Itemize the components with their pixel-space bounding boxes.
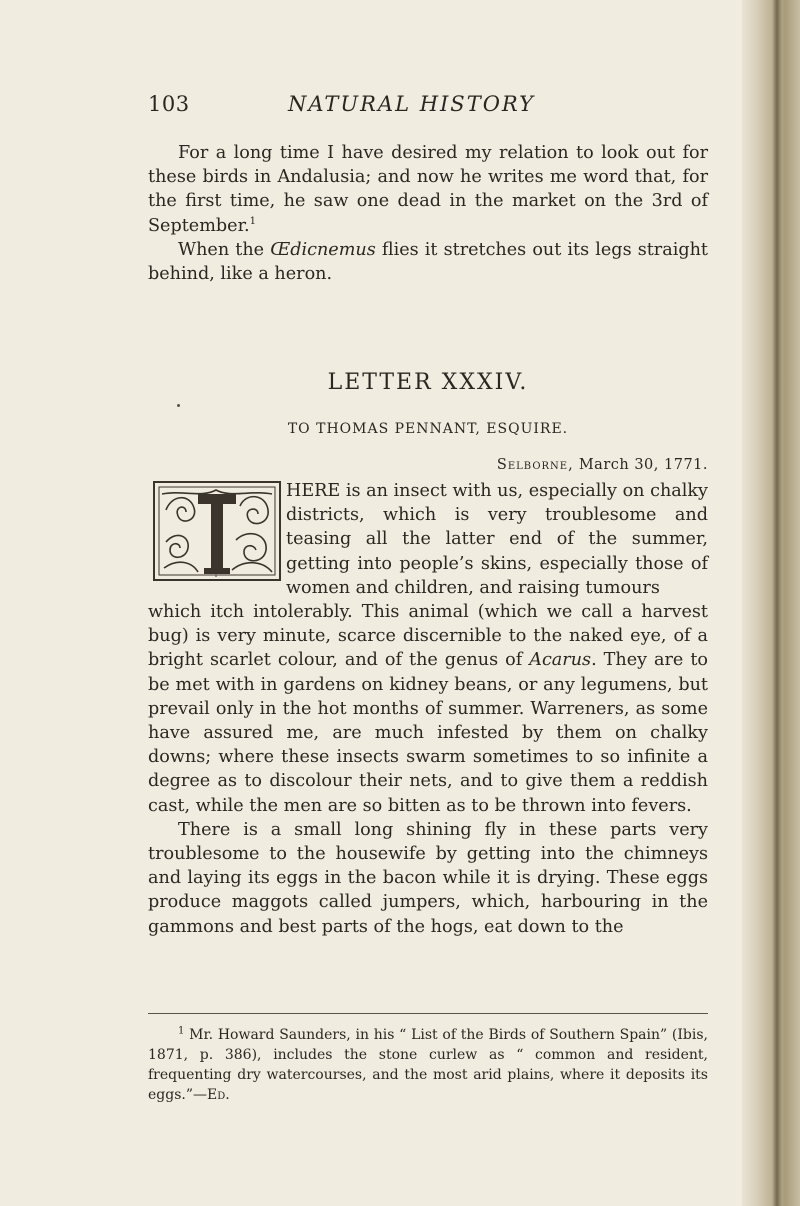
running-title: NATURAL HISTORY (288, 92, 535, 116)
letter-opening-lines (286, 479, 708, 600)
footnote (148, 1025, 708, 1105)
letter-paragraph-1-end: . They are to be met with in gardens on kidney beans, or any legumens, but prevail only in the hot months of summer. Warreners, as some have assured me, are much infested by them on chalky downs; where these insects swarm sometimes to so infinite a degree as to discolour their nets, and to give them a reddish cast, while the men are so bitten as to be thrown into fevers. (148, 650, 708, 816)
opening-lines: is an insect with us, especially on chalky districts, which is very troublesome and teasing all the latter end of the summer, getting into people’s skins, especially those of women and children, and raising tumours (286, 481, 708, 598)
dateline (148, 457, 708, 473)
letter-paragraph-1 (148, 600, 708, 818)
letter-paragraph-2: There is a small long shining fly in these parts very troublesome to the housewife by getting into the chimneys and laying its eggs in the bacon while it is drying. These eggs produce maggots called jumpers, which, harbouring in the gammons and best parts of the hogs, eat down to the (148, 819, 708, 937)
dateline-place: Selborne, (496, 457, 574, 473)
page-number: 103 (148, 92, 190, 116)
first-word: HERE (286, 481, 341, 501)
intro-paragraph-1-text: For a long time I have desired my relation to look out for these birds in Andalusia; and now he writes me word that, for the first time, he saw one dead in the market on the 3rd of September. (148, 143, 708, 236)
footnote-number: 1 (178, 1025, 185, 1037)
page-edge (742, 0, 800, 1206)
letter-paragraph-1-start: which itch intolerably. This animal (which we call a harvest bug) is very minute, scarce discernible to the naked eye, of a bright scarlet colour, and of the genus of (148, 602, 708, 671)
letter-title: LETTER XXXIV. (327, 370, 529, 395)
intro-paragraph-2-start: When the (178, 239, 271, 260)
ornamental-dropcap (152, 480, 282, 582)
intro-text (148, 141, 708, 286)
intro-paragraph-2-end: flies it stretches out its legs straight behind, like a heron. (148, 239, 708, 285)
letter-recipient: TO THOMAS PENNANT, ESQUIRE. (287, 421, 569, 437)
dropcap-ornament-icon (152, 480, 282, 582)
letter-body (148, 600, 708, 939)
intro-paragraph-2 (148, 238, 708, 286)
footnote-text (148, 1025, 708, 1105)
dateline-date: March 30, 1771. (578, 457, 708, 473)
genus-name: Œdicnemus (270, 239, 376, 260)
letter-opening-text (286, 479, 708, 600)
footnote-ref: 1 (249, 215, 257, 227)
footnote-editor: Ed. (207, 1087, 230, 1103)
footnote-divider (148, 1013, 708, 1014)
genus-acarus: Acarus (529, 650, 592, 671)
footnote-body: Mr. Howard Saunders, in his “ List of the Birds of Southern Spain” (Ibis, 1871, p. 386), includes the stone curlew as “ common and resident, frequenting dry watercourses, and the most arid plains, where it deposits its eggs.”— (148, 1027, 708, 1103)
binding-shadow (772, 0, 782, 1206)
running-header (148, 92, 708, 122)
ink-spot (177, 404, 180, 407)
dropcap-letter: T (213, 572, 219, 579)
intro-paragraph-1 (148, 141, 708, 238)
